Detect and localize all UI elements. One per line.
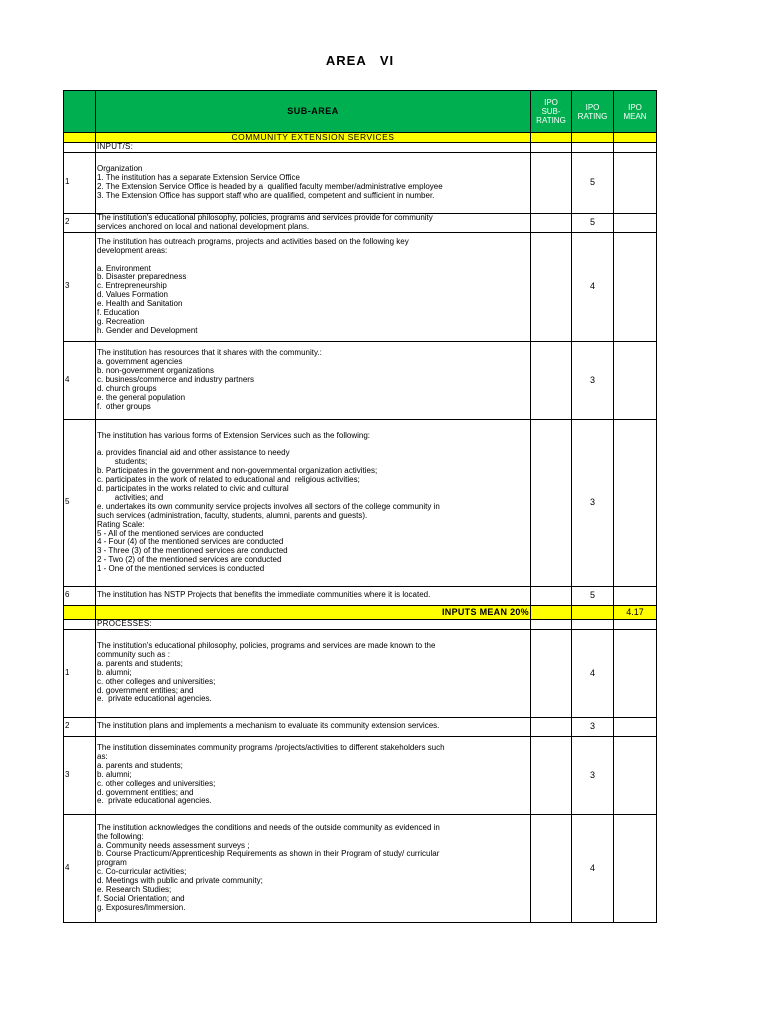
inputs-row-rating: 5 <box>572 586 614 605</box>
band-row <box>64 133 657 143</box>
inputs-row <box>64 213 657 232</box>
inputs-mean-label: INPUTS MEAN 20% <box>96 605 531 619</box>
processes-row-rating: 4 <box>572 814 614 922</box>
inputs-row-rating: 4 <box>572 232 614 341</box>
inputs-row-rating: 5 <box>572 213 614 232</box>
inputs-row-text: The institution has NSTP Projects that benefits the immediate communities where it is located. <box>96 586 531 605</box>
inputs-row-subrating <box>531 213 572 232</box>
processes-row-mean <box>614 717 657 736</box>
processes-row-text: The institution plans and implements a mechanism to evaluate its community extension services. <box>96 717 531 736</box>
processes-row <box>64 717 657 736</box>
inputs-row-number: 6 <box>64 586 96 605</box>
header-ipo-rating: IPO RATING <box>572 91 614 133</box>
header-num-cell <box>64 91 96 133</box>
header-ipo-subrating: IPO SUB- RATING <box>531 91 572 133</box>
band-title: COMMUNITY EXTENSION SERVICES <box>96 133 531 143</box>
inputs-row-mean <box>614 152 657 213</box>
processes-row-rating: 3 <box>572 717 614 736</box>
processes-row <box>64 736 657 814</box>
inputs-row-number: 1 <box>64 152 96 213</box>
processes-row-subrating <box>531 814 572 922</box>
inputs-row-number: 2 <box>64 213 96 232</box>
inputs-row-rating: 5 <box>572 152 614 213</box>
processes-row-number: 1 <box>64 629 96 717</box>
header-ipo-mean: IPO MEAN <box>614 91 657 133</box>
inputs-row-rating: 3 <box>572 419 614 586</box>
processes-section-label: PROCESSES: <box>96 619 531 629</box>
inputs-row-subrating <box>531 586 572 605</box>
inputs-section-label: INPUT/S: <box>96 142 531 152</box>
inputs-row-number: 3 <box>64 232 96 341</box>
inputs-row-text: The institution has various forms of Extension Services such as the following: a. provides financial aid and other assistance to needy students; b. Participates in the government and non-governmental organization activities; c. participates in the work of related to educational and religious activities; d. participates in the works related to civic and cultural activities; and e. undertakes its own community service projects involves all sectors of the college community in such services (administration, faculty, students, alumni, parents and guests). Rating Scale: 5 - All of the mentioned services are conducted 4 - Four (4) of the mentioned services are conducted 3 - Three (3) of the mentioned services are conducted 2 - Two (2) of the mentioned services are conducted 1 - One of the mentioned services is conducted <box>96 419 531 586</box>
processes-section-row <box>64 619 657 629</box>
processes-row-rating: 4 <box>572 629 614 717</box>
processes-row-text: The institution acknowledges the conditions and needs of the outside community as evidenced in the following: a. Community needs assessment surveys ; b. Course Practicum/Apprenticeship Requirements as shown in their Program of study/ curricular program c. Co-curricular activities; d. Meetings with public and private community; e. Research Studies; f. Social Orientation; and g. Exposures/Immersion. <box>96 814 531 922</box>
inputs-row-subrating <box>531 419 572 586</box>
processes-row-number: 4 <box>64 814 96 922</box>
inputs-section-row <box>64 142 657 152</box>
inputs-row <box>64 419 657 586</box>
inputs-row-subrating <box>531 232 572 341</box>
inputs-row-mean <box>614 232 657 341</box>
inputs-mean-row <box>64 605 657 619</box>
processes-row <box>64 814 657 922</box>
processes-row-mean <box>614 629 657 717</box>
processes-row-text: The institution disseminates community programs /projects/activities to different stakeholders such as: a. parents and students; b. alumni; c. other colleges and universities; d. government entities; and e. private educational agencies. <box>96 736 531 814</box>
processes-row-text: The institution's educational philosophy, policies, programs and services are made known to the community such as : a. parents and students; b. alumni; c. other colleges and universities; d. government entities; and e. private educational agencies. <box>96 629 531 717</box>
inputs-row <box>64 232 657 341</box>
processes-row-subrating <box>531 736 572 814</box>
processes-row-number: 3 <box>64 736 96 814</box>
inputs-row-text: The institution has resources that it shares with the community.: a. government agencies b. non-government organizations c. business/commerce and industry partners d. church groups e. the general population f. other groups <box>96 341 531 419</box>
inputs-row-number: 4 <box>64 341 96 419</box>
inputs-row-mean <box>614 419 657 586</box>
processes-row-mean <box>614 814 657 922</box>
processes-row <box>64 629 657 717</box>
inputs-mean-value: 4.17 <box>614 605 657 619</box>
inputs-row-text: The institution's educational philosophy, policies, programs and services provide for community services anchored on local and national development plans. <box>96 213 531 232</box>
area-title: AREA VI <box>325 53 395 68</box>
inputs-row-text: Organization 1. The institution has a separate Extension Service Office 2. The Extension Service Office is headed by a qualified faculty member/administrative employee 3. The Extension Office has support staff who are qualified, competent and sufficient in number. <box>96 152 531 213</box>
header-row <box>64 91 657 133</box>
rating-sheet <box>63 90 657 923</box>
processes-row-subrating <box>531 717 572 736</box>
inputs-row <box>64 586 657 605</box>
inputs-row <box>64 341 657 419</box>
processes-row-mean <box>614 736 657 814</box>
inputs-row <box>64 152 657 213</box>
inputs-row-mean <box>614 586 657 605</box>
inputs-row-rating: 3 <box>572 341 614 419</box>
processes-row-number: 2 <box>64 717 96 736</box>
inputs-row-text: The institution has outreach programs, projects and activities based on the following key development areas: a. Environment b. Disaster preparedness c. Entrepreneurship d. Values Formation e. Health and Sanitation f. Education g. Recreation h. Gender and Development <box>96 232 531 341</box>
header-sub-area: SUB-AREA <box>96 91 531 133</box>
processes-row-rating: 3 <box>572 736 614 814</box>
inputs-row-subrating <box>531 152 572 213</box>
inputs-row-subrating <box>531 341 572 419</box>
processes-row-subrating <box>531 629 572 717</box>
inputs-row-mean <box>614 341 657 419</box>
inputs-row-number: 5 <box>64 419 96 586</box>
inputs-row-mean <box>614 213 657 232</box>
